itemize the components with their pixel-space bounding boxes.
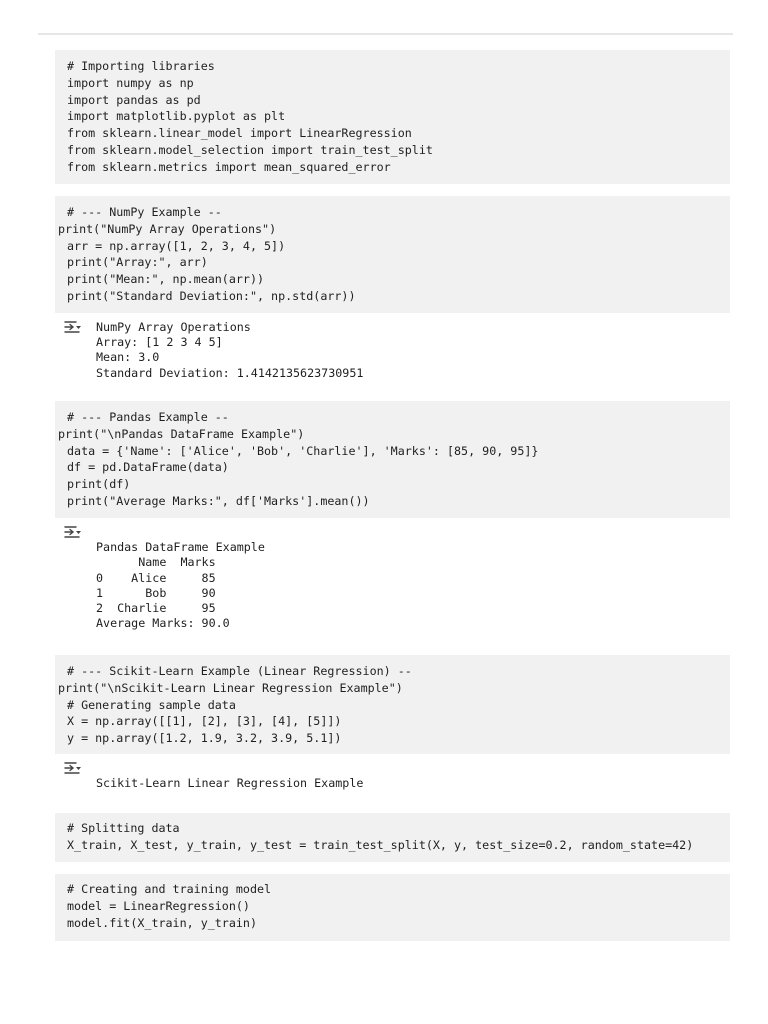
cell-output (55, 760, 730, 796)
code-cell[interactable] (55, 655, 730, 754)
code-line: model = LinearRegression() (67, 898, 250, 913)
output-line: NumPy Array Operations (96, 320, 251, 334)
output-text (96, 761, 363, 791)
code-line: X_train, X_test, y_train, y_test = train_test_split(X, y, test_size=0.2, random_state=42) (67, 837, 694, 852)
code-line: from sklearn.metrics import mean_squared_error (67, 159, 391, 174)
output-line: Name Marks (96, 555, 216, 570)
code-line: data = {'Name': ['Alice', 'Bob', 'Charlie'], 'Marks': [85, 90, 95]} (67, 443, 539, 458)
code-line: # --- NumPy Example -- (67, 205, 222, 219)
output-line (96, 525, 265, 540)
output-line: Average Marks: 90.0 (96, 616, 230, 631)
cell-output (55, 524, 730, 636)
code-line: print("NumPy Array Operations") (58, 221, 277, 236)
code-line: print("\nPandas DataFrame Example") (58, 426, 305, 441)
output-toggle-icon[interactable] (63, 524, 83, 540)
output-line: Scikit-Learn Linear Regression Example (96, 776, 364, 791)
code-line: print("Mean:", np.mean(arr)) (67, 272, 265, 287)
code-line: # --- Scikit-Learn Example (Linear Regression) -- (67, 664, 412, 678)
code-line: model.fit(X_train, y_train) (67, 915, 257, 930)
code-line: print("\nScikit-Learn Linear Regression Example") (58, 680, 403, 695)
output-line (96, 761, 363, 776)
output-text (96, 320, 363, 381)
code-line: # Creating and training model (67, 882, 272, 896)
output-line: 0 Alice 85 (96, 570, 216, 585)
code-cell[interactable] (55, 50, 730, 184)
code-line: import pandas as pd (67, 92, 201, 107)
top-divider (38, 33, 733, 35)
code-line: arr = np.array([1, 2, 3, 4, 5]) (67, 238, 286, 253)
code-line: print(df) (67, 477, 131, 492)
code-line: from sklearn.linear_model import LinearRegression (67, 126, 412, 141)
code-cell[interactable] (55, 196, 730, 313)
output-line: Mean: 3.0 (96, 350, 160, 365)
code-cell[interactable] (55, 874, 730, 941)
cell-output (55, 319, 730, 386)
output-line: Standard Deviation: 1.4142135623730951 (96, 365, 364, 380)
code-line: y = np.array([1.2, 1.9, 3.2, 3.9, 5.1]) (67, 731, 342, 746)
output-line: 2 Charlie 95 (96, 600, 216, 615)
code-line: print("Array:", arr) (67, 255, 208, 270)
code-line: # Importing libraries (67, 59, 215, 73)
output-toggle-icon[interactable] (63, 760, 83, 776)
code-cell[interactable] (55, 401, 730, 518)
code-line: # Generating sample data (67, 697, 236, 712)
output-text (96, 525, 265, 631)
code-line: print("Average Marks:", df['Marks'].mean()) (67, 493, 370, 508)
code-line: # Splitting data (67, 821, 180, 835)
output-line: Pandas DataFrame Example (96, 540, 265, 555)
output-line: Array: [1 2 3 4 5] (96, 335, 223, 350)
code-line: print("Standard Deviation:", np.std(arr)) (67, 288, 356, 303)
output-toggle-icon[interactable] (63, 319, 83, 335)
code-line: df = pd.DataFrame(data) (67, 460, 229, 475)
code-line: X = np.array([[1], [2], [3], [4], [5]]) (67, 714, 342, 729)
code-line: from sklearn.model_selection import train_test_split (67, 142, 433, 157)
output-line: 1 Bob 90 (96, 585, 216, 600)
code-line: import matplotlib.pyplot as plt (67, 109, 286, 124)
code-cell[interactable] (55, 813, 730, 862)
code-line: import numpy as np (67, 75, 194, 90)
code-line: # --- Pandas Example -- (67, 410, 229, 424)
